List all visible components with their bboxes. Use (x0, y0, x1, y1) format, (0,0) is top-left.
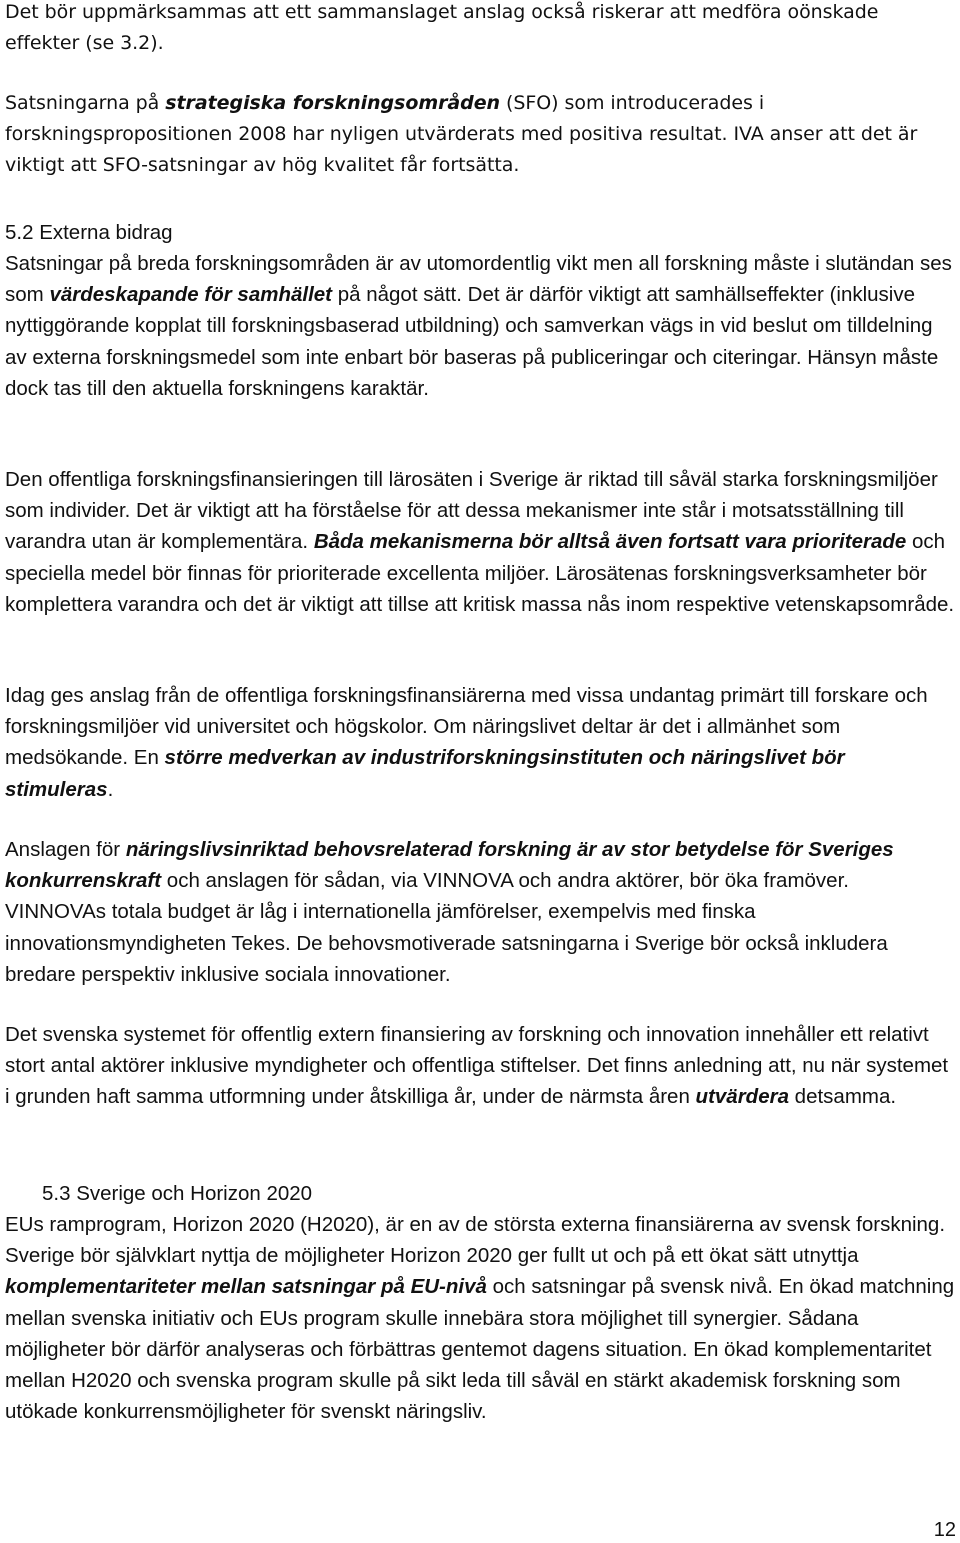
text-run: Anslagen för (5, 838, 126, 861)
paragraph-intro-1: Det bör uppmärksammas att ett sammanslaget anslag också riskerar att medföra oönskade effekter (se 3.2). (5, 1, 879, 54)
text-run: (SFO) som introducerades i forskningspropositionen 2008 har nyligen utvärderats med positiva resultat. IVA anser att det är viktigt att SFO-satsningar av hög kvalitet får fortsätta. (5, 92, 918, 176)
text-run: Satsningarna på (5, 92, 166, 114)
emphasis-text: större medverkan av industriforskningsinstituten och näringslivet bör stimuleras (5, 746, 845, 801)
paragraph-5-2-1 (5, 248, 955, 404)
paragraph-5-2-4 (5, 834, 955, 990)
emphasis-text: Båda mekanismerna bör alltså även fortsatt vara prioriterade (313, 530, 907, 554)
emphasis-text: utvärdera (695, 1085, 789, 1109)
paragraph-5-2-3 (5, 680, 955, 805)
paragraph-intro-2 (5, 88, 955, 180)
text-run: Idag ges anslag från de offentliga forskningsfinansiärerna med vissa undantag primärt till forskare och forskningsmiljöer vid universitet och högskolor. Om näringslivet deltar är det i allmänhet som medsökande. En (5, 684, 928, 770)
text-run: Den offentliga forskningsfinansieringen till lärosäten i Sverige är riktad till såväl starka forskningsmiljöer som individer. Det är viktigt att ha förståelse för att dessa mekanismer inte står i motsatsställning till varandra utan är komplementära. (5, 468, 938, 554)
text-run: Satsningar på breda forskningsområden är av utomordentlig vikt men all forskning måste i slutändan ses som (5, 252, 952, 307)
text-run: detsamma. (788, 1085, 897, 1109)
text-run: Det svenska systemet för offentlig extern finansiering av forskning och innovation innehåller ett relativt stort antal aktörer inklusive myndigheter och offentliga stiftelser. Det finns anledning att, nu när systemet i grunden haft samma utformning under åtskilliga år, under de närmsta åren (5, 1023, 949, 1109)
text-run: på något sätt. Det är därför viktigt att samhällseffekter (inklusive nyttiggörande kopplat till forskningsbaserad utbildning) och samverkan vägs in vid beslut om tilldelning av externa forskningsmedel som inte enbart bör baseras på publiceringar och citeringar. Hänsyn måste dock tas till den aktuella forskningens karaktär. (5, 283, 939, 400)
page-number: 12 (933, 1519, 956, 1541)
section-heading-5-3: 5.3 Sverige och Horizon 2020 (42, 1182, 313, 1205)
emphasis-text: näringslivsinriktad behovsrelaterad forskning är av stor betydelse för Sveriges konkurrenskraft (5, 838, 894, 893)
emphasis-text: strategiska forskningsområden (165, 92, 501, 114)
text-run: och satsningar på svensk nivå. En ökad matchning mellan svenska initiativ och EUs program skulle innebära stora möjlighet till synergier. Sådana möjligheter bör därför analyseras och förbättras gentemot dagens situation. En ökad komplementaritet mellan H2020 och svenska program skulle på sikt leda till såväl en stärkt akademisk forskning som utökade konkurrensmöjligheter för svenskt näringsliv. (5, 1275, 955, 1424)
text-run: EUs ramprogram, Horizon 2020 (H2020), är en av de största externa finansiärerna av svensk forskning. Sverige bör självklart nyttja de möjligheter Horizon 2020 ger fullt ut och på ett ökat sätt utnyttja (5, 1213, 946, 1268)
paragraph-5-3-1 (5, 1209, 955, 1427)
paragraph-5-2-5 (5, 1019, 955, 1113)
paragraph-5-2-2 (5, 464, 955, 620)
text-run: och anslagen för sådan, via VINNOVA och andra aktörer, bör öka framöver. VINNOVAs totala budget är låg i internationella jämförelser, exempelvis med finska innovationsmyndigheten Tekes. De behovsmotiverade satsningarna i Sverige bör också inkludera bredare perspektiv inklusive sociala innovationer. (5, 869, 888, 986)
section-heading-5-2: 5.2 Externa bidrag (5, 221, 173, 244)
emphasis-text: värdeskapande för samhället (49, 283, 333, 307)
text-run: och speciella medel bör finnas för prioriterade excellenta miljöer. Lärosätenas forskningsverksamheter bör komplettera varandra och det är viktigt att tillse att kritisk massa nås inom respektive vetenskapsområde. (5, 530, 955, 616)
emphasis-text: komplementariteter mellan satsningar på EU-nivå (5, 1275, 487, 1299)
text-run: . (107, 777, 114, 801)
